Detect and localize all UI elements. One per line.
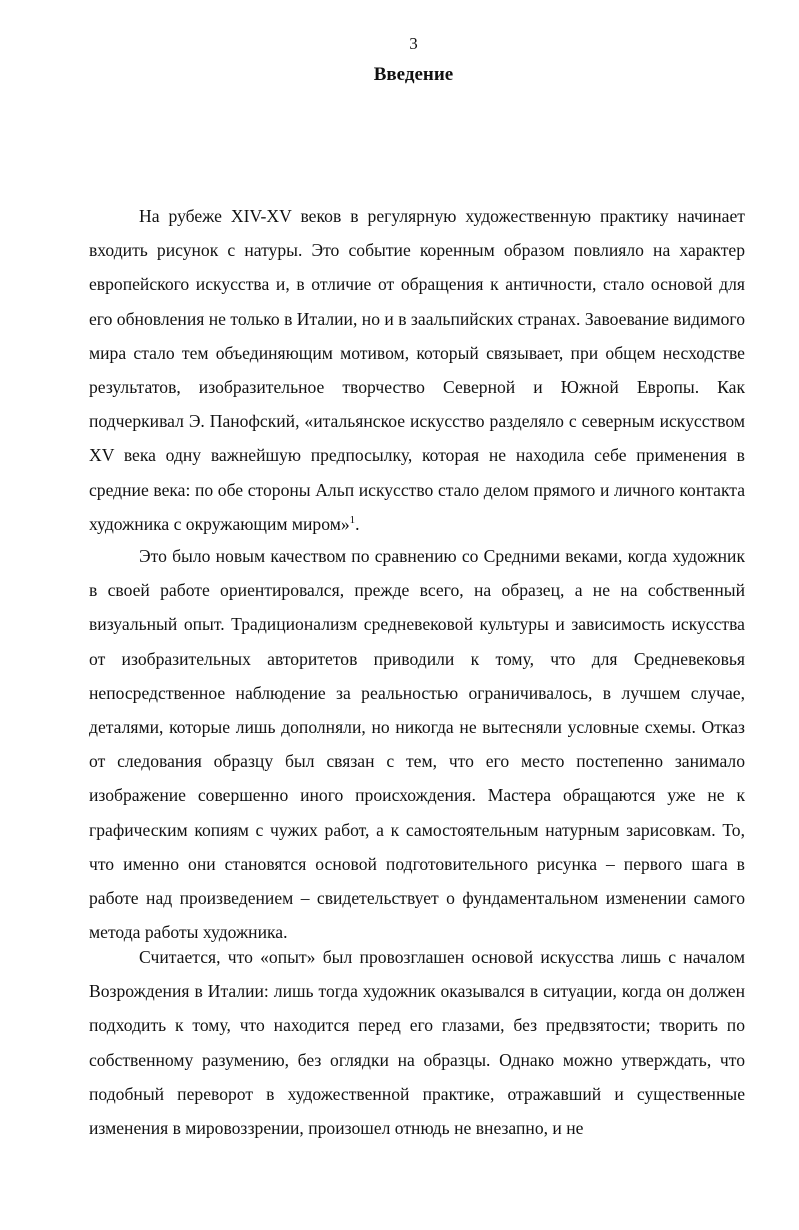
- paragraph-1-end: .: [355, 513, 360, 534]
- paragraph-1-text: На рубеже XIV-XV веков в регулярную художественную практику начинает входить рисунок с натуры. Это событие коренным образом повлияло на характер европейского искусства и, в отличие от обращения к античности, стало основой для его обновления не только в Италии, но и в заальпийских странах. Завоевание видимого мира стало тем объединяющим мотивом, который связывает, при общем несходстве результатов, изобразительное творчество Северной и Южной Европы. Как подчеркивал Э. Панофский, «итальянское искусство разделяло с северным искусством XV века одну важнейшую предпосылку, которая не находила себе применения в средние века: по обе стороны Альп искусство стало делом прямого и личного контакта художника с окружающим миром»: [89, 206, 745, 534]
- paragraph-1: [89, 199, 745, 541]
- paragraph-3-text: Считается, что «опыт» был провозглашен основой искусства лишь с началом Возрождения в Италии: лишь тогда художник оказывался в ситуации, когда он должен подходить к тому, что находится перед его глазами, без предвзятости; творить по собственному разумению, без оглядки на образцы. Однако можно утверждать, что подобный переворот в художественной практике, отражавший и существенные изменения в мировоззрении, произошел отнюдь не внезапно, и не: [89, 947, 745, 1139]
- footnote-marker[interactable]: 1: [349, 513, 356, 526]
- paragraph-2-text: Это было новым качеством по сравнению со Средними веками, когда художник в своей работе ориентировался, прежде всего, на образец, а не на собственный визуальный опыт. Традиционализм средневековой культуры и зависимость искусства от изобразительных авторитетов приводили к тому, что для Средневековья непосредственное наблюдение за реальностью ограничивалось, в лучшем случае, деталями, которые лишь дополняли, но никогда не вытесняли условные схемы. Отказ от следования образцу был связан с тем, что его место постепенно занимало изображение совершенно иного происхождения. Мастера обращаются уже не к графическим копиям с чужих работ, а к самостоятельным натурным зарисовкам. То, что именно они становятся основой подготовительного рисунка – первого шага в работе над произведением – свидетельствует о фундаментальном изменении самого метода работы художника.: [89, 546, 745, 943]
- paragraph-3: [89, 940, 745, 1145]
- paragraph-2: [89, 539, 745, 949]
- page-title: Введение: [373, 64, 454, 85]
- page-number: 3: [409, 34, 418, 53]
